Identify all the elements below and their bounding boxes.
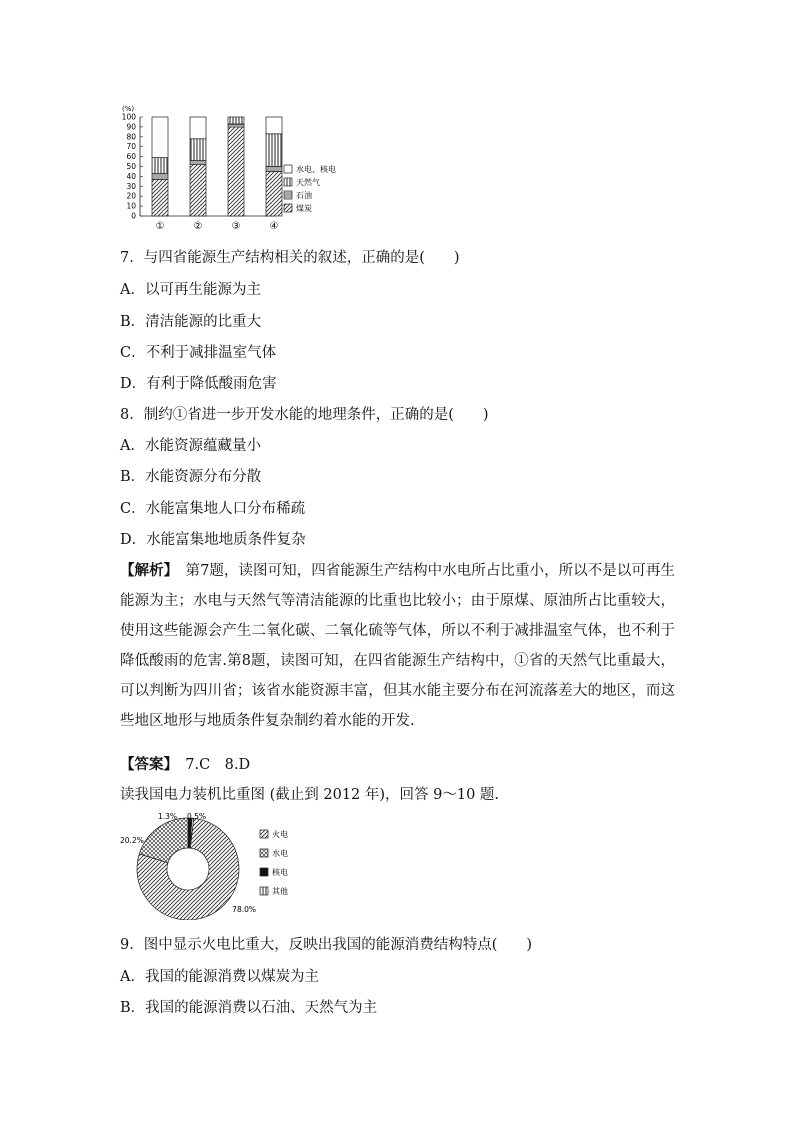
question-7-option-b: B．清洁能源的比重大 bbox=[120, 314, 262, 330]
donut-value-label: 0.5% bbox=[187, 812, 207, 821]
legend-swatch bbox=[284, 191, 292, 199]
question-9-option-a: A．我国的能源消费以煤炭为主 bbox=[120, 969, 319, 985]
question-8-option-a: A．水能资源蕴藏量小 bbox=[120, 438, 261, 454]
x-tick-label: ③ bbox=[231, 221, 241, 232]
legend-swatch bbox=[284, 204, 292, 212]
y-tick-label: 0 bbox=[131, 211, 136, 221]
answer-text: 7.C 8.D bbox=[170, 757, 251, 773]
legend-label: 水电、核电 bbox=[296, 165, 336, 174]
legend-swatch bbox=[260, 887, 268, 895]
x-tick-label: ④ bbox=[269, 221, 279, 232]
bar-segment-1 bbox=[228, 127, 244, 216]
bar-segment-4 bbox=[152, 117, 168, 158]
question-7-option-d: D．有利于降低酸雨危害 bbox=[120, 376, 277, 392]
analysis-text: 第7题，读图可知，四省能源生产结构中水电所占比重小，所以不是以可再生能源为主；水电与天然气等清洁能源的比重也比较小；由于原煤、原油所占比重较大，使用这些能源会产生二氧化碳、二氧化硫等气体，所以不利于减排温室气体，也不利于降低酸雨的危害.第8题，读图可知，在四省能源生产结构中，①省的天然气比重最大，可以判断为四川省；该省水能资源丰富，但其水能主要分布在河流落差大的地区，而这些地区地形与地质条件复杂制约着水能的开发. bbox=[120, 563, 675, 729]
legend-label: 煤炭 bbox=[296, 204, 312, 213]
legend-swatch bbox=[260, 830, 268, 838]
legend-label: 核电 bbox=[272, 868, 288, 877]
legend-swatch bbox=[260, 849, 268, 857]
legend-label: 火电 bbox=[272, 830, 288, 839]
bar-segment-3 bbox=[152, 158, 168, 174]
bar-segment-3 bbox=[228, 117, 244, 124]
bar-segment-3 bbox=[266, 134, 282, 167]
energy-production-bar-chart bbox=[118, 100, 358, 235]
x-tick-label: ② bbox=[193, 221, 203, 232]
y-tick-label: 90 bbox=[126, 122, 136, 132]
donut-value-label: 20.2% bbox=[120, 836, 144, 845]
question-8-stem: 8．制约①省进一步开发水能的地理条件，正确的是( ) bbox=[120, 407, 489, 423]
donut-value-label: 78.0% bbox=[232, 905, 256, 914]
bar-segment-2 bbox=[228, 124, 244, 127]
answer-label: 【答案】 bbox=[120, 756, 171, 773]
legend-swatch bbox=[260, 868, 268, 876]
legend-swatch bbox=[284, 165, 292, 173]
question-7-stem: 7．与四省能源生产结构相关的叙述，正确的是( ) bbox=[120, 250, 460, 266]
legend-label: 天然气 bbox=[296, 178, 320, 187]
legend-label: 石油 bbox=[296, 191, 312, 200]
donut-slice-2 bbox=[139, 818, 188, 863]
legend-label: 其他 bbox=[272, 887, 288, 896]
bar-segment-2 bbox=[190, 161, 206, 165]
y-tick-label: 60 bbox=[126, 152, 136, 162]
x-tick-label: ① bbox=[155, 221, 165, 232]
legend-swatch bbox=[284, 178, 292, 186]
question-8-option-d: D．水能富集地地质条件复杂 bbox=[120, 532, 306, 548]
bar-segment-1 bbox=[266, 171, 282, 216]
y-tick-label: 50 bbox=[126, 162, 136, 171]
bar-segment-1 bbox=[190, 165, 206, 216]
y-tick-label: 70 bbox=[126, 142, 136, 152]
donut-value-label: 1.3% bbox=[158, 812, 178, 821]
question-8-option-b: B．水能资源分布分散 bbox=[120, 469, 262, 485]
y-axis-unit: (%) bbox=[122, 105, 135, 113]
question-8-option-c: C．水能富集地人口分布稀疏 bbox=[120, 501, 306, 517]
bar-segment-4 bbox=[190, 117, 206, 139]
legend-label: 水电 bbox=[272, 849, 288, 858]
power-capacity-donut-chart bbox=[118, 805, 358, 920]
y-tick-label: 20 bbox=[126, 191, 136, 201]
bar-segment-3 bbox=[190, 139, 206, 161]
y-tick-label: 100 bbox=[121, 112, 136, 122]
bar-segment-1 bbox=[152, 179, 168, 216]
analysis-label: 【解析】 bbox=[120, 562, 171, 579]
y-tick-label: 10 bbox=[126, 201, 136, 211]
y-tick-label: 80 bbox=[126, 132, 136, 142]
bar-segment-4 bbox=[266, 117, 282, 134]
y-tick-label: 40 bbox=[126, 171, 136, 181]
bar-segment-2 bbox=[152, 173, 168, 179]
bar-segment-2 bbox=[266, 167, 282, 172]
analysis-paragraph bbox=[120, 556, 675, 736]
answer-line bbox=[120, 755, 250, 775]
chart-intro: 读我国电力装机比重图 (截止到 2012 年)，回答 9～10 题. bbox=[120, 787, 500, 803]
question-7-option-a: A．以可再生能源为主 bbox=[120, 282, 261, 298]
question-9-stem: 9．图中显示火电比重大，反映出我国的能源消费结构特点( ) bbox=[120, 937, 533, 953]
question-7-option-c: C．不利于减排温室气体 bbox=[120, 345, 277, 361]
question-9-option-b: B．我国的能源消费以石油、天然气为主 bbox=[120, 1000, 378, 1016]
y-tick-label: 30 bbox=[126, 181, 136, 191]
